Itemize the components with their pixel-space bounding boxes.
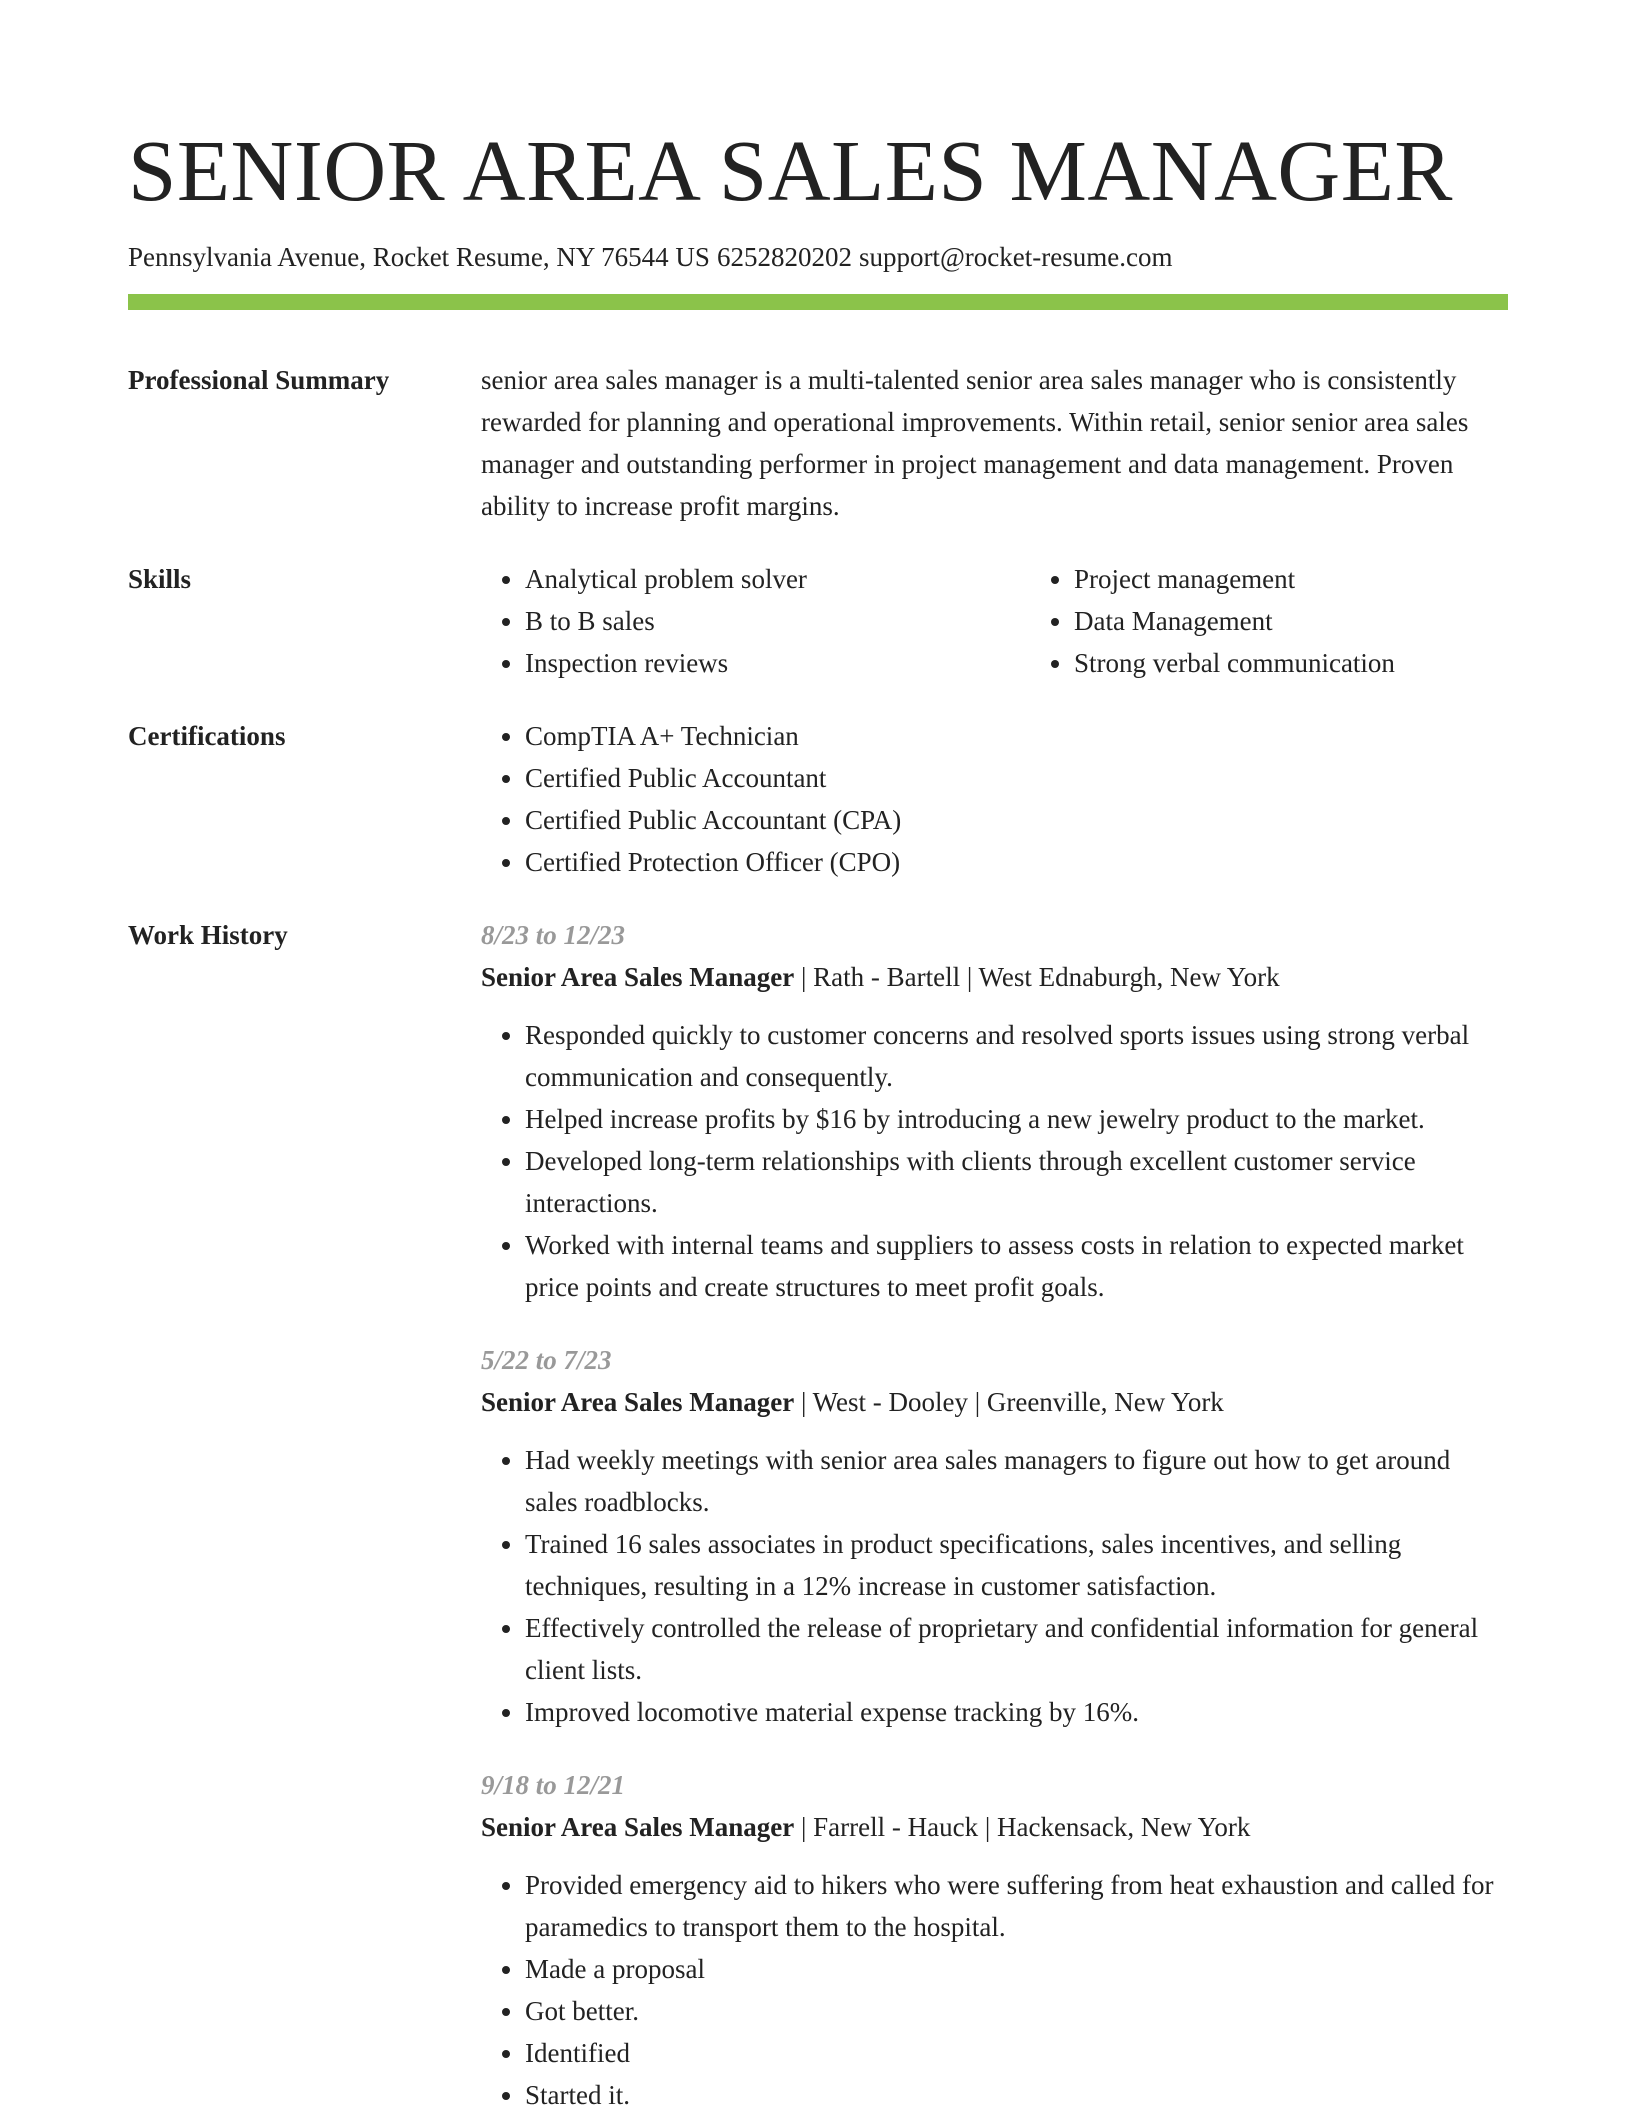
certification-item: • CompTIA A+ Technician — [525, 715, 1508, 757]
job-bullet: • Worked with internal teams and suppliers to assess costs in relation to expected market price points and create structures to meet profit goals. — [525, 1224, 1508, 1308]
job-bullet: • Had weekly meetings with senior area sales managers to figure out how to get around sales roadblocks. — [525, 1439, 1508, 1523]
job-details: | West - Dooley | Greenville, New York — [794, 1387, 1224, 1417]
certifications-list — [481, 715, 1508, 883]
job-heading — [481, 1381, 1508, 1423]
job-bullet: • Improved locomotive material expense tracking by 16%. — [525, 1691, 1508, 1733]
job-bullet: • Got better. — [525, 1990, 1508, 2032]
skill-item: • Inspection reviews — [525, 642, 1030, 684]
work-history-heading: Work History — [128, 920, 288, 950]
job-title: Senior Area Sales Manager — [481, 1387, 795, 1417]
contact-address: Pennsylvania Avenue, Rocket Resume, NY 76544 US — [128, 242, 710, 272]
summary-heading: Professional Summary — [128, 365, 390, 395]
job-bullets — [481, 1439, 1508, 1733]
job-dates: 5/22 to 7/23 — [481, 1345, 612, 1375]
skill-item: • Strong verbal communication — [1074, 642, 1579, 684]
job-heading — [481, 956, 1508, 998]
job-bullet: • Helped increase profits by $16 by introducing a new jewelry product to the market. — [525, 1098, 1508, 1140]
certifications-section — [128, 715, 1508, 883]
job-entry — [481, 914, 1508, 1308]
job-bullet: • Made a proposal — [525, 1948, 1508, 1990]
work-history-section — [128, 914, 1508, 2116]
job-title: Senior Area Sales Manager — [481, 962, 795, 992]
certification-item: • Certified Public Accountant — [525, 757, 1508, 799]
contact-phone: 6252820202 — [716, 242, 852, 272]
skill-item: • Data Management — [1074, 600, 1579, 642]
skills-list-right — [1030, 558, 1579, 684]
resume-title: SENIOR AREA SALES MANAGER — [128, 122, 1453, 219]
resume-page — [128, 0, 1508, 2116]
job-bullet: • Effectively controlled the release of proprietary and confidential information for general client lists. — [525, 1607, 1508, 1691]
job-entry — [481, 1764, 1508, 2116]
job-bullet: • Responded quickly to customer concerns and resolved sports issues using strong verbal communication and consequently. — [525, 1014, 1508, 1098]
job-bullets — [481, 1014, 1508, 1308]
skill-item: • Project management — [1074, 558, 1579, 600]
certification-item: • Certified Protection Officer (CPO) — [525, 841, 1508, 883]
skill-item: • B to B sales — [525, 600, 1030, 642]
skill-item: • Analytical problem solver — [525, 558, 1030, 600]
job-bullet: • Started it. — [525, 2074, 1508, 2116]
job-dates: 8/23 to 12/23 — [481, 920, 626, 950]
skills-section — [128, 558, 1508, 684]
skills-heading: Skills — [128, 564, 192, 594]
certifications-heading: Certifications — [128, 721, 286, 751]
job-bullets — [481, 1864, 1508, 2116]
contact-email: support@rocket-resume.com — [858, 242, 1173, 272]
job-bullet: • Developed long-term relationships with clients through excellent customer service interactions. — [525, 1140, 1508, 1224]
job-bullet: • Trained 16 sales associates in product specifications, sales incentives, and selling techniques, resulting in a 12% increase in customer satisfaction. — [525, 1523, 1508, 1607]
job-entry — [481, 1339, 1508, 1733]
certification-item: • Certified Public Accountant (CPA) — [525, 799, 1508, 841]
summary-text: senior area sales manager is a multi-talented senior area sales manager who is consistently rewarded for planning and operational improvements. Within retail, senior senior area sales manager and outstanding performer in project management and data management. Proven ability to increase profit margins. — [481, 365, 1469, 521]
job-title: Senior Area Sales Manager — [481, 1812, 795, 1842]
contact-line — [128, 240, 1508, 274]
job-details: | Rath - Bartell | West Ednaburgh, New York — [794, 962, 1280, 992]
job-bullet: • Identified — [525, 2032, 1508, 2074]
job-bullet: • Provided emergency aid to hikers who were suffering from heat exhaustion and called for paramedics to transport them to the hospital. — [525, 1864, 1508, 1948]
header-divider — [128, 294, 1508, 310]
summary-section — [128, 359, 1508, 527]
skills-list-left — [481, 558, 1030, 684]
job-details: | Farrell - Hauck | Hackensack, New York — [794, 1812, 1251, 1842]
job-dates: 9/18 to 12/21 — [481, 1770, 626, 1800]
job-heading — [481, 1806, 1508, 1848]
